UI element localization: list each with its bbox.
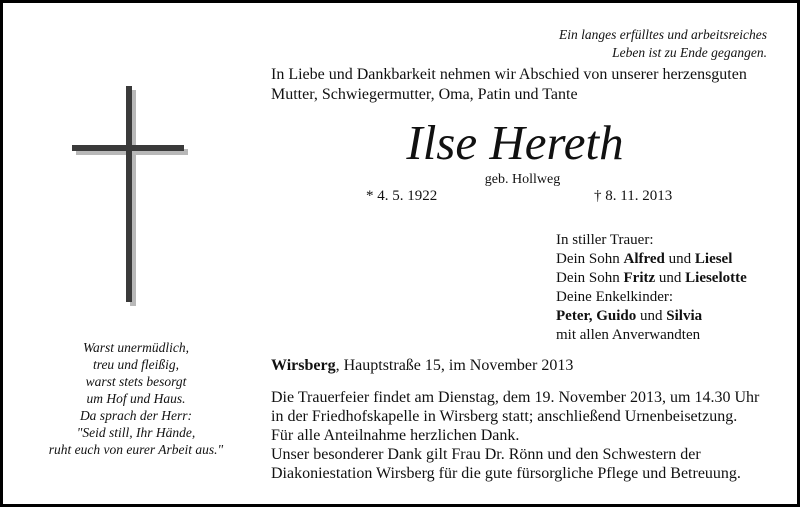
intro-line: Mutter, Schwiegermutter, Oma, Patin und Tante [271,86,578,103]
verse-line: warst stets besorgt [85,374,187,389]
verse-line: um Hof und Haus. [86,391,186,406]
grandchildren-names: Peter, Guido und Silvia [556,308,703,324]
intro-text [271,65,747,105]
birth-name: geb. Hollweg [484,172,561,187]
ceremony-line: in der Friedhofskapelle in Wirsberg statt; anschließend Urnenbeisetzung. [271,408,738,425]
ceremony-line: Die Trauerfeier findet am Dienstag, dem 19. November 2013, um 14.30 Uhr [271,389,760,406]
ceremony-line: Für alle Anteilnahme herzlichen Dank. [271,427,520,444]
ceremony-text [271,388,759,483]
motto-line: Ein langes erfülltes und arbeitsreiches [559,27,767,42]
verse-line: treu und fleißig, [92,357,180,372]
deceased-name: Ilse Hereth [406,115,624,170]
motto [559,26,767,62]
address-text: , Hauptstraße 15, im November 2013 [335,357,574,374]
verse-line: Da sprach der Herr: [79,408,193,423]
mourner-line: Dein Sohn Alfred und Liesel [556,251,733,267]
motto-line: Leben ist zu Ende gegangen. [612,45,767,60]
mourner-line: Dein Sohn Fritz und Lieselotte [556,270,747,286]
verse-line: ruht euch von eurer Arbeit aus." [48,442,224,457]
grandchildren-label: Deine Enkelkinder: [556,289,674,305]
birth-date: * 4. 5. 1922 [366,188,438,204]
ceremony-line: Diakoniestation Wirsberg für die gute fürsorgliche Pflege und Betreuung. [271,465,741,482]
verse-line: Warst unermüdlich, [82,340,189,355]
relatives-line: mit allen Anverwandten [556,327,701,343]
town-name: Wirsberg [271,357,336,374]
mourners-intro: In stiller Trauer: [556,232,654,248]
intro-line: In Liebe und Dankbarkeit nehmen wir Abschied von unserer herzensguten [271,66,747,83]
death-date: † 8. 11. 2013 [594,188,673,204]
place-date-line [271,356,573,376]
verse-line: "Seid still, Ihr Hände, [76,425,196,440]
ceremony-line: Unser besonderer Dank gilt Frau Dr. Rönn und den Schwestern der [271,446,701,463]
mourners-list [556,231,747,345]
memorial-verse [20,339,252,458]
